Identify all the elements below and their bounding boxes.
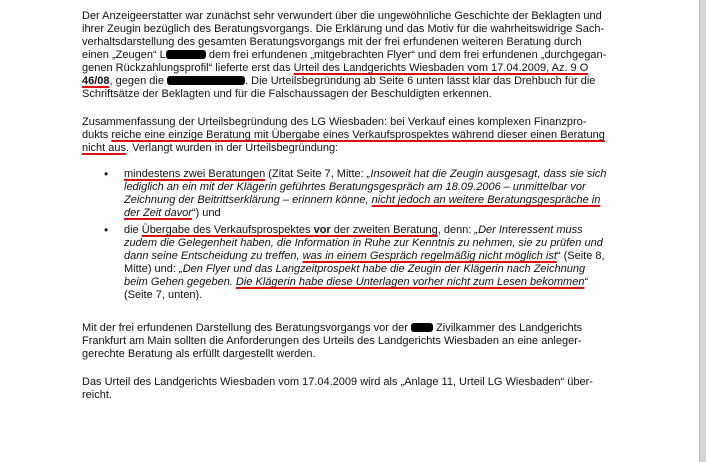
b2-line-5: beim Gehen gegeben. Die Klägerin habe diese Unterlagen vorher nicht zum Lesen bekommen“ (124, 276, 589, 288)
p2-line-1: Zusammenfassung der Urteilsbegründung des LG Wiesbaden: bei Verkauf eines komplexen Finanzpro- (82, 116, 587, 128)
p1-line-7: Schriftsätze der Beklagten und für die Falschaussagen der Beschuldigten erkennen. (82, 88, 492, 100)
b1-line-1: mindestens zwei Beratungen (Zitat Seite 7, Mitte: „Insoweit hat die Zeugin ausgesagt, dass sie sich (124, 168, 607, 180)
vertical-scrollbar[interactable] (699, 0, 706, 462)
b2-line-3: dann seine Entscheidung zu treffen, was in einem Gespräch regelmäßig nicht möglich ist“ (Seite 8, (124, 250, 605, 262)
b1-line-3: Zeichnung der Beitrittserklärung – erinnern könne, nicht jedoch an weitere Beratungsgespräche in (124, 194, 601, 206)
redaction-bar (411, 323, 433, 332)
highlight-urteil: Urteil des Landgerichts Wiesbaden vom 17.04.2009, Az. 9 O (293, 62, 589, 74)
p1-line-2: ihrer Zeugin bezüglich des Beratungsvorgangs. Die Erklärung und das Motiv für die wahrheitswidrige Sach- (82, 23, 605, 35)
b2-line-2: zudem die Gelegenheit haben, die Information in Ruhe zur Kenntnis zu nehmen, sie zu prüfen und (124, 237, 603, 249)
p2-line-2: dukts reiche eine einzige Beratung mit Übergabe eines Verkaufsprospektes während dieser einen Beratung (82, 129, 605, 141)
p2-line-3: nicht aus. Verlangt wurden in der Urteilsbegründung: (82, 142, 339, 154)
p1-line-4: einen „Zeugen“ L dem frei erfundenen „mitgebrachten Flyer“ und dem frei erfundenen „durchgegan- (82, 49, 607, 61)
bullet-marker: • (104, 223, 109, 237)
b2-line-1: die Übergabe des Verkaufsprospektes vor der zweiten Beratung, denn: „Der Interessent muss (124, 224, 583, 236)
p4-line-2: reicht. (82, 389, 112, 401)
p3-line-3: gerechte Beratung als erfüllt dargestellt werden. (82, 348, 316, 360)
bullet-marker: • (104, 167, 109, 181)
p1-line-5: genen Rückzahlungsprofil“ lieferte erst das Urteil des Landgerichts Wiesbaden vom 17.04.2009, Az. 9 O (82, 62, 589, 74)
redaction-bar (166, 50, 206, 59)
b2-line-4: Mitte) und: „Den Flyer und das Langzeitprospekt habe die Zeugin der Klägerin nach Zeichnung (124, 263, 586, 275)
b1-line-2: lediglich an ein mit der Klägerin geführtes Beratungsgespräch am 18.09.2006 – unmittelbar vor (124, 181, 586, 193)
p3-line-2: Frankfurt am Main sollten die Anforderungen des Urteils des Landgerichts Wiesbaden an eine anleger- (82, 335, 582, 347)
p1-line-3: verhaltsdarstellung des gesamten Beratungsvorgangs mit der frei erfundenen weiteren Beratung durch (82, 36, 582, 48)
redaction-bar (167, 76, 245, 85)
p1-line-6: 46/08, gegen die . Die Urteilsbegründung ab Seite 6 unten lässt klar das Drehbuch für die (82, 75, 596, 87)
p4-line-1: Das Urteil des Landgerichts Wiesbaden vom 17.04.2009 wird als „Anlage 11, Urteil LG Wiesbaden“ über- (82, 376, 593, 388)
p1-line-1: Der Anzeigeerstatter war zunächst sehr verwundert über die ungewöhnliche Geschichte der Beklagten und (82, 10, 602, 22)
b2-line-6: (Seite 7, unten). (124, 289, 203, 301)
p3-line-1: Mit der frei erfundenen Darstellung des Beratungsvorgangs vor der Zivilkammer des Landgerichts (82, 322, 583, 334)
b1-line-4: der Zeit davor“) und (124, 207, 221, 219)
